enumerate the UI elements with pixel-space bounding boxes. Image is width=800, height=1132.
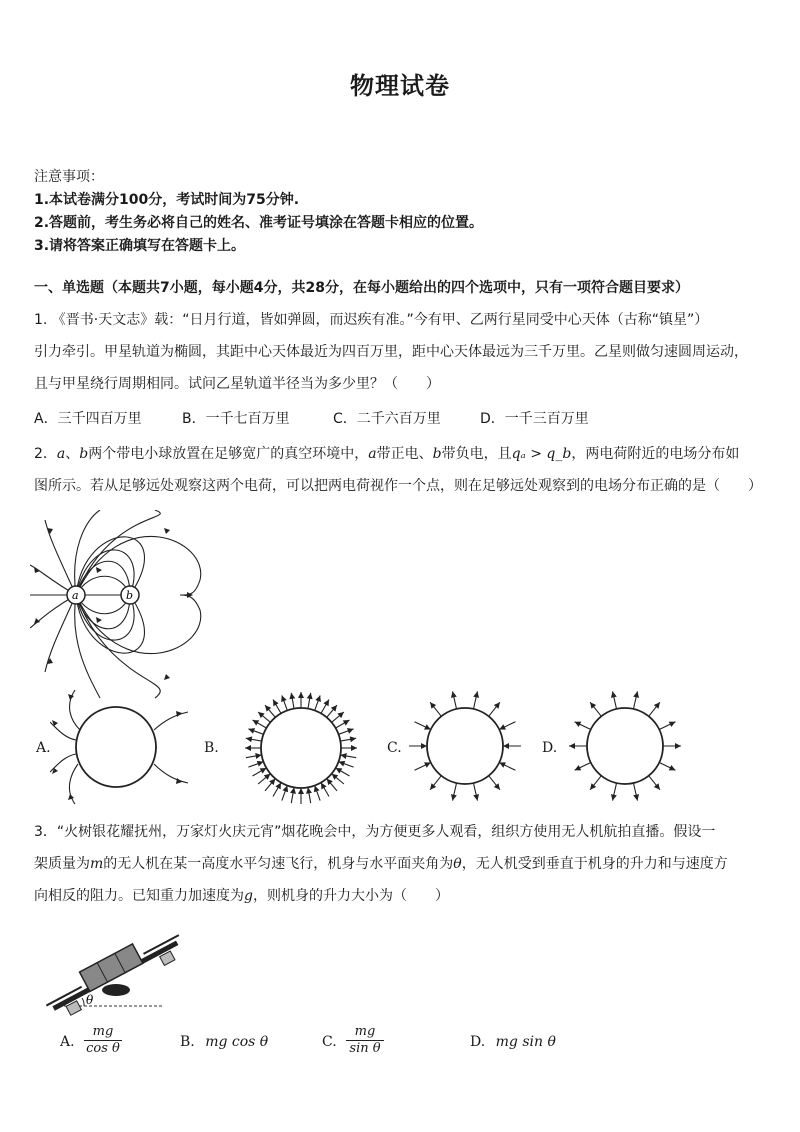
question-1-line: 1. 《晋书·天文志》载：“日月行道，皆如弹圆，而迟疾有准。”今有甲、乙两行星同受中心天体（古称“镇星”） <box>34 312 709 328</box>
field-arrowhead <box>350 736 356 742</box>
var-b: b <box>432 446 442 462</box>
field-arrowhead <box>590 783 596 790</box>
question-3-line <box>34 880 774 912</box>
field-arrowhead <box>503 743 509 749</box>
question-1-line: 引力牵引。甲星轨道为椭圆，其距中心天体最近为四百万里，距中心天体最远为三千万里。乙星则做匀速圆周运动， <box>34 344 748 360</box>
var-m: m <box>90 856 104 872</box>
question-1 <box>34 304 774 400</box>
var-g: g <box>244 888 253 904</box>
q3-text: 向相反的阻力。已知重力加速度为 <box>34 888 244 904</box>
q3-text: ，无人机受到垂直于机身的升力和与速度方 <box>461 856 728 872</box>
charge-a-label: a <box>72 589 79 602</box>
field-arrowhead <box>473 691 479 698</box>
dipole-field-figure <box>30 510 215 700</box>
field-arrowhead <box>298 788 304 794</box>
notice-item-2: 2.答题前，考生务必将自己的姓名、准考证号填涂在答题卡相应的位置。 <box>34 215 484 231</box>
field-arrowhead <box>494 783 500 790</box>
var-theta: θ <box>453 856 462 872</box>
q3-text: 的无人机在某一高度水平匀速飞行，机身与水平面夹角为 <box>103 856 454 872</box>
question-2-line <box>34 438 774 470</box>
field-arrowhead <box>494 702 500 709</box>
q2-option-a-figure[interactable] <box>50 690 190 805</box>
q1-option-b[interactable]: B．一千七百万里 <box>182 411 290 427</box>
field-arrowhead <box>351 745 357 751</box>
q2-text: 带负电，且 <box>441 446 512 462</box>
field-arrowhead <box>307 693 313 699</box>
section-heading: 一、单选题（本题共7小题，每小题4分，共28分，在每小题给出的四个选项中，只有一项符合题目要求） <box>34 280 689 296</box>
field-arrowhead <box>473 794 479 801</box>
q2-option-c-figure[interactable] <box>400 684 530 809</box>
q2-text: ，两电荷附近的电场分布如 <box>571 446 740 462</box>
field-arrowhead <box>633 691 639 698</box>
q2-option-b-label[interactable]: B. <box>204 740 219 756</box>
charge-b-label: b <box>126 589 134 602</box>
page-title: 物理试卷 <box>350 72 450 100</box>
question-1-line: 且与甲星绕行周期相同。试问乙星轨道半径当为多少里？（ ） <box>34 376 440 392</box>
q1-option-a[interactable]: A．三千四百万里 <box>34 411 142 427</box>
var-b: b <box>79 446 89 462</box>
field-arrowhead <box>430 783 436 790</box>
question-3-line: 3．“火树银花耀抚州，万家灯火庆元宵”烟花晚会中，为方便更多人观看，组织方使用无人机航拍直播。假设一 <box>34 824 716 840</box>
field-arrowhead <box>246 736 252 742</box>
q2-text: 带正电、 <box>376 446 433 462</box>
fraction-denominator: cos θ <box>86 1041 120 1056</box>
notice-heading: 注意事项： <box>34 169 104 185</box>
q3-option-d[interactable] <box>470 1034 556 1050</box>
question-3 <box>34 816 774 912</box>
notice-item-3: 3.请将答案正确填写在答题卡上。 <box>34 238 246 254</box>
q2-option-a-label[interactable]: A. <box>36 740 51 756</box>
field-arrowhead <box>590 702 596 709</box>
fraction-numerator: mg <box>84 1024 122 1041</box>
field-arrowhead <box>654 783 660 790</box>
field-arrowhead <box>569 743 575 749</box>
question-2-line: 图所示。若从足够远处观察这两个电荷，可以把两电荷视作一个点，则在足够远处观察到的电场分布正确的是（ ） <box>34 478 762 494</box>
q3-text: 架质量为 <box>34 856 90 872</box>
q2-option-d-figure[interactable] <box>560 684 690 809</box>
field-arrowhead <box>611 691 617 698</box>
option-label: A. <box>60 1034 75 1050</box>
q1-option-c[interactable]: C．二千六百万里 <box>333 411 441 427</box>
fraction-numerator: mg <box>346 1024 384 1041</box>
option-label: B. <box>180 1034 195 1050</box>
q2-text: 、 <box>65 446 80 462</box>
charge-inequality: qₐ > q_b <box>511 446 572 462</box>
question-2 <box>34 438 774 502</box>
theta-label: θ <box>86 993 94 1007</box>
q3-option-b[interactable] <box>180 1034 268 1050</box>
q2-text: 两个带电小球放置在足够宽广的真空环境中， <box>88 446 369 462</box>
q1-option-d[interactable]: D．一千三百万里 <box>480 411 589 427</box>
field-arrowhead <box>611 794 617 801</box>
option-expression: mg cos θ <box>205 1034 269 1050</box>
var-a: a <box>368 446 377 462</box>
fraction-denominator: sin θ <box>349 1041 381 1056</box>
field-arrowhead <box>298 692 304 698</box>
field-arrowhead <box>675 743 681 749</box>
option-label: C. <box>322 1034 337 1050</box>
option-expression: mg sin θ <box>495 1034 556 1050</box>
q2-option-b-figure[interactable] <box>226 686 376 811</box>
field-arrowhead <box>421 743 427 749</box>
q2-option-c-label[interactable]: C. <box>387 740 402 756</box>
drone-figure <box>34 918 194 1018</box>
option-label: D. <box>470 1034 486 1050</box>
notice-item-1: 1.本试卷满分100分，考试时间为75分钟. <box>34 192 300 208</box>
field-arrowhead <box>654 702 660 709</box>
q2-text: 2． <box>34 446 57 462</box>
field-arrowhead <box>430 702 436 709</box>
question-3-line <box>34 848 774 880</box>
field-arrowhead <box>451 794 457 801</box>
var-a: a <box>56 446 66 462</box>
field-arrowhead <box>451 691 457 698</box>
field-arrowhead <box>633 794 639 801</box>
field-arrowhead <box>245 745 251 751</box>
field-arrowhead <box>289 693 295 699</box>
q3-text: ，则机身的升力大小为（ ） <box>252 888 449 904</box>
q2-option-d-label[interactable]: D. <box>542 740 558 756</box>
